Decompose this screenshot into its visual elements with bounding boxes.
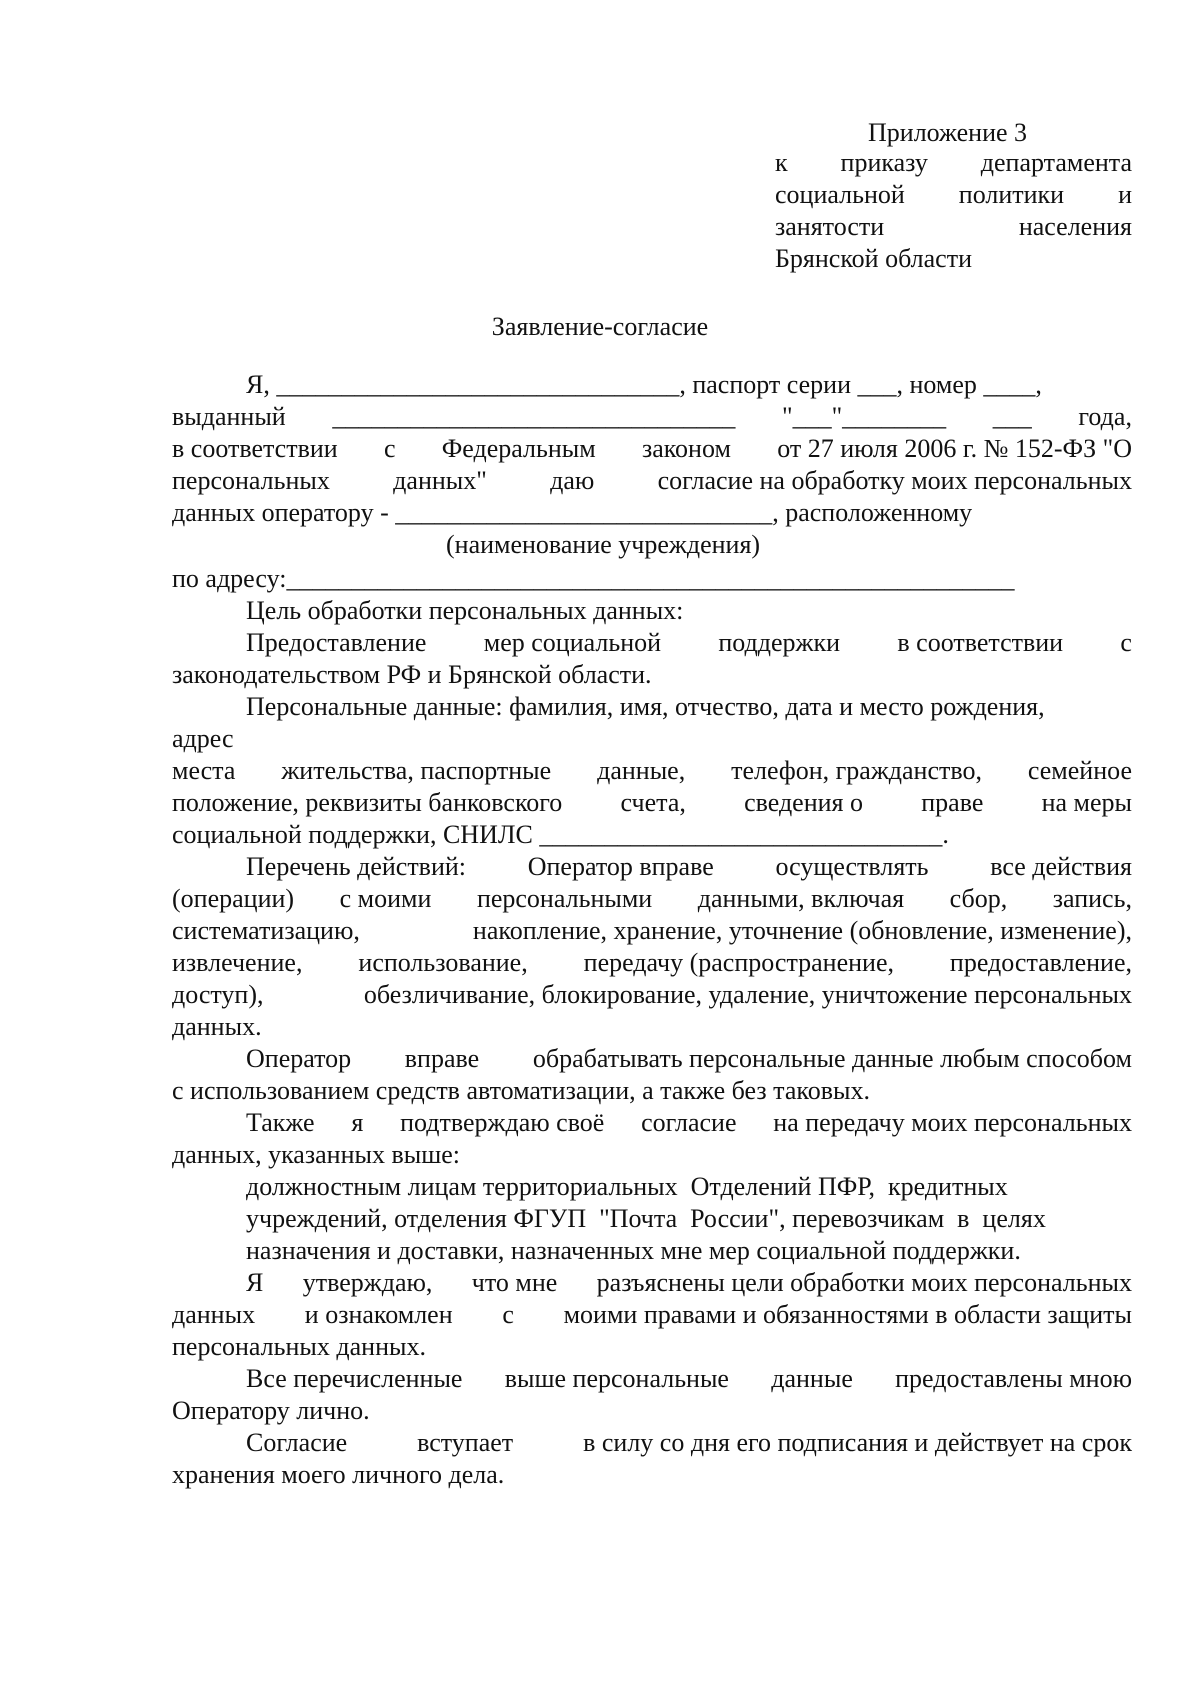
- intro-text: Я, _______________________________, паспорт серии ___, номер ____,: [246, 370, 1042, 399]
- intro-line-3: [172, 434, 1132, 464]
- validity-word: в силу со дня его подписания и действует на срок: [583, 1428, 1132, 1457]
- purpose-word: мер социальной: [483, 628, 662, 657]
- actions-word: данными, включая: [697, 884, 905, 913]
- intro-word: Федеральным: [441, 434, 596, 463]
- actions-word: обезличивание, блокирование, удаление, уничтожение персональных: [363, 980, 1132, 1009]
- actions-line-3: [172, 916, 1132, 946]
- personal-data-word: на меры: [1041, 788, 1132, 817]
- provided-word: Все перечисленные: [246, 1364, 463, 1393]
- personal-data-word: счета,: [620, 788, 686, 817]
- transfer-word: на передачу моих персональных: [773, 1108, 1132, 1137]
- actions-word: запись,: [1052, 884, 1132, 913]
- confirm-line-3: персональных данных.: [172, 1332, 426, 1361]
- annex-word: населения: [1018, 212, 1132, 241]
- confirm-line-2: [172, 1300, 1132, 1330]
- confirm-word: что мне: [471, 1268, 558, 1297]
- intro-word: законом: [641, 434, 731, 463]
- intro-line-4: [172, 466, 1132, 496]
- personal-data-line-4: [172, 788, 1132, 818]
- personal-data-word: сведения о: [744, 788, 864, 817]
- provided-line-2: Оператору лично.: [172, 1396, 370, 1425]
- transfer-line-1: [246, 1108, 1132, 1138]
- actions-word: доступ),: [172, 980, 264, 1009]
- personal-data-word: телефон, гражданство,: [731, 756, 982, 785]
- intro-word: года,: [1078, 402, 1132, 431]
- annex-word: политики: [958, 180, 1065, 209]
- personal-data-word: семейное: [1027, 756, 1132, 785]
- operator-line: данных оператору - _____________________________, расположенному: [172, 498, 973, 527]
- validity-line-1: [246, 1428, 1132, 1458]
- confirm-word: моими правами и обязанностями в области защиты: [563, 1300, 1132, 1329]
- personal-data-word: жительства, паспортные: [281, 756, 552, 785]
- actions-word: извлечение,: [172, 948, 303, 977]
- intro-line-1: [246, 370, 1132, 400]
- document-title: Заявление-согласие: [491, 312, 709, 341]
- address-line: по адресу:________________________________________________________: [172, 564, 1015, 593]
- validity-word: Согласие: [246, 1428, 348, 1457]
- actions-word: (операции): [172, 884, 295, 913]
- purpose-word: Предоставление: [246, 628, 427, 657]
- personal-data-word: данные,: [597, 756, 686, 785]
- annex-word: занятости: [775, 212, 885, 241]
- actions-word: предоставление,: [949, 948, 1132, 977]
- annex-word: приказу: [840, 148, 928, 177]
- date-blank: "___"________: [781, 402, 947, 431]
- transfer-word: Также: [246, 1108, 315, 1137]
- actions-word: использование,: [358, 948, 528, 977]
- personal-data-word: положение, реквизиты банковского: [172, 788, 563, 817]
- confirm-word: разъяснены цели обработки моих персональных: [596, 1268, 1132, 1297]
- actions-word: Оператор вправе: [527, 852, 714, 881]
- transfer-line-2: данных, указанных выше:: [172, 1140, 460, 1169]
- confirm-word: с: [502, 1300, 514, 1329]
- transfer-word: согласие: [641, 1108, 737, 1137]
- personal-data-word: места: [172, 756, 236, 785]
- purpose-heading: Цель обработки персональных данных:: [246, 596, 684, 625]
- annex-line-1: [775, 148, 1132, 178]
- intro-word: даю: [550, 466, 595, 495]
- personal-data-line-3: [172, 756, 1132, 786]
- methods-word: Оператор: [246, 1044, 352, 1073]
- purpose-line-2: законодательством РФ и Брянской области.: [172, 660, 652, 689]
- actions-word: с моими: [339, 884, 432, 913]
- intro-word: с: [383, 434, 396, 463]
- transfer-line-5: назначения и доставки, назначенных мне мер социальной поддержки.: [246, 1236, 1021, 1265]
- annex-line-2: [775, 180, 1132, 210]
- actions-word: осуществлять: [775, 852, 929, 881]
- confirm-word: утверждаю,: [302, 1268, 433, 1297]
- purpose-word: поддержки: [718, 628, 841, 657]
- snils-line: социальной поддержки, СНИЛС _______________________________.: [172, 820, 949, 849]
- actions-word: передачу (распространение,: [583, 948, 894, 977]
- annex-line-4: Брянской области: [775, 244, 972, 273]
- purpose-line-1: [246, 628, 1132, 658]
- actions-word: все действия: [990, 852, 1132, 881]
- actions-line-4: [172, 948, 1132, 978]
- intro-word: в соответствии: [172, 434, 338, 463]
- actions-line-2: [172, 884, 1132, 914]
- annex-word: департамента: [980, 148, 1132, 177]
- purpose-word: с: [1120, 628, 1132, 657]
- transfer-word: я: [351, 1108, 364, 1137]
- annex-word: социальной: [775, 180, 905, 209]
- provided-line-1: [246, 1364, 1132, 1394]
- confirm-word: данных: [172, 1300, 256, 1329]
- intro-word: персональных: [172, 466, 330, 495]
- actions-word: накопление, хранение, уточнение (обновление, изменение),: [472, 916, 1132, 945]
- year-blank: ___: [992, 402, 1032, 431]
- transfer-word: подтверждаю своё: [400, 1108, 605, 1137]
- purpose-word: в соответствии: [897, 628, 1064, 657]
- intro-word: согласие на обработку моих персональных: [657, 466, 1132, 495]
- methods-line-1: [246, 1044, 1132, 1074]
- intro-line-2: [172, 402, 1132, 432]
- actions-line-6: данных.: [172, 1012, 262, 1041]
- intro-word: от 27 июля 2006 г. № 152-ФЗ "О: [777, 434, 1132, 463]
- issuer-blank: _______________________________: [332, 402, 736, 431]
- confirm-line-1: [246, 1268, 1132, 1298]
- actions-word: систематизацию,: [172, 916, 360, 945]
- provided-word: данные: [771, 1364, 853, 1393]
- provided-word: выше персональные: [504, 1364, 729, 1393]
- personal-data-word: праве: [921, 788, 984, 817]
- methods-word: вправе: [404, 1044, 480, 1073]
- actions-line-5: [172, 980, 1132, 1010]
- methods-line-2: с использованием средств автоматизации, а также без таковых.: [172, 1076, 870, 1105]
- validity-word: вступает: [417, 1428, 514, 1457]
- institution-hint: (наименование учреждения): [446, 530, 761, 559]
- intro-word: данных": [393, 466, 487, 495]
- transfer-line-3: должностным лицам территориальных Отделений ПФР, кредитных: [246, 1172, 1008, 1201]
- annex-number: Приложение 3: [868, 118, 1028, 147]
- actions-word: сбор,: [949, 884, 1008, 913]
- annex-word: к: [775, 148, 788, 177]
- personal-data-line-1: Персональные данные: фамилия, имя, отчество, дата и место рождения,: [246, 692, 1045, 721]
- confirm-word: Я: [246, 1268, 264, 1297]
- actions-line-1: [246, 852, 1132, 882]
- intro-word: выданный: [172, 402, 286, 431]
- methods-word: обрабатывать персональные данные любым способом: [532, 1044, 1132, 1073]
- actions-word: персональными: [476, 884, 653, 913]
- confirm-word: и ознакомлен: [304, 1300, 453, 1329]
- personal-data-line-2: адрес: [172, 724, 234, 753]
- annex-line-3: [775, 212, 1132, 242]
- annex-word: и: [1118, 180, 1132, 209]
- provided-word: предоставлены мною: [895, 1364, 1132, 1393]
- validity-line-2: хранения моего личного дела.: [172, 1460, 505, 1489]
- transfer-line-4: учреждений, отделения ФГУП "Почта России", перевозчикам в целях: [246, 1204, 1046, 1233]
- actions-word: Перечень действий:: [246, 852, 467, 881]
